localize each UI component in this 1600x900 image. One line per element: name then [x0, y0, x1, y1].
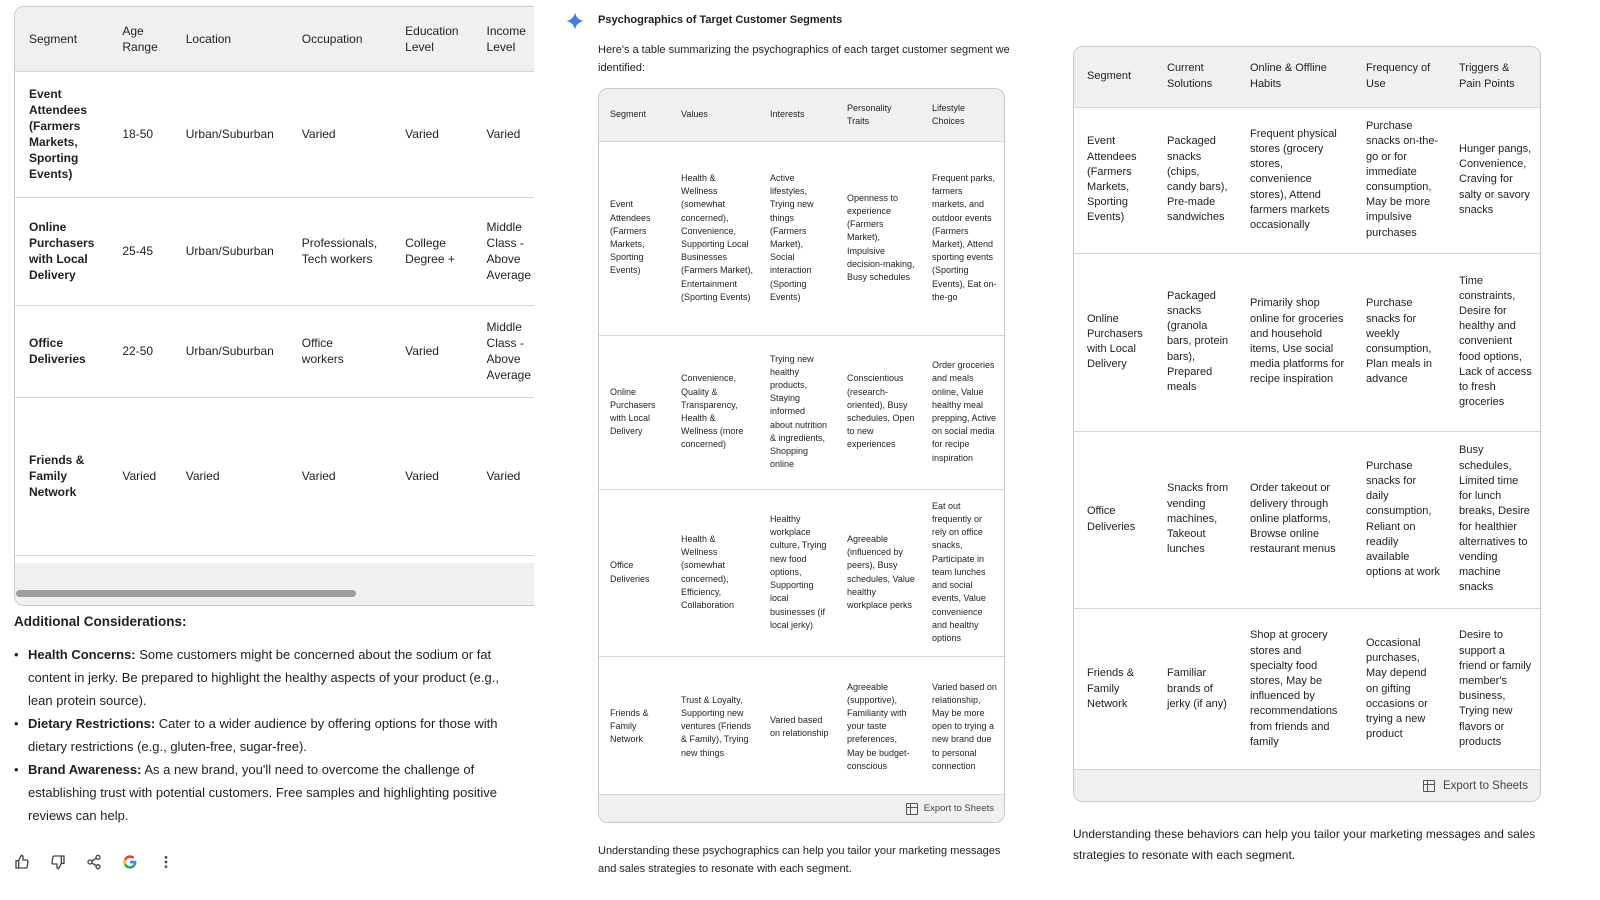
table-cell: 22-50 [108, 305, 171, 397]
list-item-text: Some customers might be concerned about the sodium or fat content in jerky. Be prepared to highlight the healthy aspects of your product (e.g., lean protein source). [28, 647, 499, 708]
column-header: Interests [759, 89, 836, 141]
table-cell: Hunger pangs, Convenience, Craving for salty or savory snacks [1446, 107, 1540, 253]
table-cell: Varied [473, 397, 534, 555]
response-actions [14, 854, 174, 870]
table-cell: Purchase snacks for weekly consumption, Plan meals in advance [1353, 253, 1446, 431]
table-cell: Trying new healthy products, Staying informed about nutrition & ingredients, Shopping online [759, 335, 836, 489]
table-cell: Occasional purchases, May depend on gifting occasions or trying a new product [1353, 608, 1446, 770]
table-cell: Varied based on relationship, May be more open to trying a new brand due to personal connection [921, 656, 1004, 797]
list-item [14, 712, 524, 758]
column-header: Education Level [391, 7, 472, 71]
more-vert-icon[interactable] [158, 854, 174, 870]
table-cell: Varied [473, 71, 534, 197]
column-header: Triggers & Pain Points [1446, 47, 1540, 107]
list-item-label: Brand Awareness: [28, 762, 142, 777]
column-header: Age Range [108, 7, 171, 71]
thumbs-up-icon[interactable] [14, 854, 30, 870]
demographics-table-container [14, 6, 534, 606]
table-row [1074, 608, 1540, 770]
table-cell: 18-50 [108, 71, 171, 197]
table-cell: Purchase snacks on-the-go or for immediate consumption, May be more impulsive purchases [1353, 107, 1446, 253]
section-title: Psychographics of Target Customer Segments [598, 14, 843, 26]
google-icon[interactable] [122, 854, 138, 870]
table-cell: Primarily shop online for groceries and household items, Use social media platforms for recipe inspiration [1237, 253, 1353, 431]
table-cell: Event Attendees (Farmers Markets, Sporting Events) [599, 141, 670, 335]
table-cell: Varied [172, 397, 288, 555]
table-cell: Trust & Loyalty, Supporting new ventures (Friends & Family), Trying new things [670, 656, 759, 797]
table-cell: Event Attendees (Farmers Markets, Sporting Events) [15, 71, 108, 197]
table-cell: Agreeable (influenced by peers), Busy schedules, Value healthy workplace perks [836, 489, 921, 656]
table-cell: Active lifestyles, Trying new things (Farmers Market), Social interaction (Sporting Events) [759, 141, 836, 335]
table-cell: Time constraints, Desire for healthy and convenient food options, Lack of access to fresh groceries [1446, 253, 1540, 431]
table-cell: Snacks from vending machines, Takeout lunches [1154, 431, 1237, 608]
table-row [599, 489, 1004, 656]
intro-text: Here's a table summarizing the psychographics of each target customer segment we identified: [598, 44, 1010, 74]
behaviors-table-container [1073, 46, 1541, 802]
horizontal-scrollbar[interactable] [16, 590, 356, 597]
demographics-table [15, 7, 534, 556]
export-label: Export to Sheets [1442, 779, 1528, 792]
column-header: Current Solutions [1154, 47, 1237, 107]
list-item-text: As a new brand, you'll need to overcome the challenge of establishing trust with potential customers. Free samples and highlighting positive reviews can help. [28, 762, 497, 823]
table-cell: Online Purchasers with Local Delivery [599, 335, 670, 489]
table-cell: Openness to experience (Farmers Market), Impulsive decision-making, Busy schedules [836, 141, 921, 335]
table-row [15, 71, 534, 197]
table-row [599, 335, 1004, 489]
table-cell: Office Deliveries [599, 489, 670, 656]
table-cell: Health & Wellness (somewhat concerned), Efficiency, Collaboration [670, 489, 759, 656]
table-cell: Professionals, Tech workers [288, 197, 391, 305]
column-header: Segment [599, 89, 670, 141]
table-cell: Frequent parks, farmers markets, and outdoor events (Farmers Market), Attend sporting events (Sporting Events), Eat on-the-go [921, 141, 1004, 335]
table-row [1074, 431, 1540, 608]
column-header: Segment [1074, 47, 1154, 107]
table-row [1074, 253, 1540, 431]
table-cell: Online Purchasers with Local Delivery [1074, 253, 1154, 431]
table-cell: Middle Class - Above Average [473, 197, 534, 305]
table-row [599, 656, 1004, 797]
table-cell: College Degree + [391, 197, 472, 305]
column-header: Segment [15, 7, 108, 71]
table-cell: Urban/Suburban [172, 71, 288, 197]
column-header: Income Level [473, 7, 534, 71]
table-cell: Conscientious (research-oriented), Busy schedules, Open to new experiences [836, 335, 921, 489]
column-header: Occupation [288, 7, 391, 71]
table-cell: Urban/Suburban [172, 305, 288, 397]
table-cell: Varied based on relationship [759, 656, 836, 797]
outro-text: Understanding these behaviors can help you tailor your marketing messages and sales strategies to resonate with each segment. [1073, 827, 1536, 862]
table-cell: Familiar brands of jerky (if any) [1154, 608, 1237, 770]
list-item-text: Cater to a wider audience by offering options for those with dietary restrictions (e.g., gluten-free, sugar-free). [28, 716, 498, 754]
table-row [599, 141, 1004, 335]
table-cell: Urban/Suburban [172, 197, 288, 305]
table-cell: Order groceries and meals online, Value healthy meal prepping, Active on social media for recipe inspiration [921, 335, 1004, 489]
table-cell: Friends & Family Network [15, 397, 108, 555]
table-row [15, 197, 534, 305]
table-cell: Office workers [288, 305, 391, 397]
table-cell: Varied [391, 397, 472, 555]
table-row [15, 305, 534, 397]
table-cell: Varied [391, 305, 472, 397]
column-header: Online & Offline Habits [1237, 47, 1353, 107]
column-header: Frequency of Use [1353, 47, 1446, 107]
table-cell: Convenience, Quality & Transparency, Health & Wellness (more concerned) [670, 335, 759, 489]
list-item [14, 758, 524, 827]
table-row [15, 397, 534, 555]
table-cell: 25-45 [108, 197, 171, 305]
share-icon[interactable] [86, 854, 102, 870]
table-cell: Office Deliveries [15, 305, 108, 397]
table-row [1074, 107, 1540, 253]
table-cell: Frequent physical stores (grocery stores, convenience stores), Attend farmers markets occasionally [1237, 107, 1353, 253]
list-item-label: Dietary Restrictions: [28, 716, 156, 731]
table-header-row [599, 89, 1004, 141]
table-cell: Packaged snacks (chips, candy bars), Pre-made sandwiches [1154, 107, 1237, 253]
table-header-row [15, 7, 534, 71]
table-cell: Varied [288, 397, 391, 555]
table-cell: Office Deliveries [1074, 431, 1154, 608]
list-item [14, 643, 524, 712]
export-to-sheets-button[interactable] [599, 794, 1004, 822]
list-item-label: Health Concerns: [28, 647, 136, 662]
export-label: Export to Sheets [923, 803, 994, 814]
table-cell: Purchase snacks for daily consumption, Reliant on readily available options at work [1353, 431, 1446, 608]
psychographics-table-container [598, 88, 1005, 823]
table-cell: Friends & Family Network [599, 656, 670, 797]
table-footer [15, 563, 534, 606]
table-cell: Online Purchasers with Local Delivery [15, 197, 108, 305]
table-cell: Varied [108, 397, 171, 555]
table-cell: Varied [391, 71, 472, 197]
table-cell: Health & Wellness (somewhat concerned), Convenience, Supporting Local Businesses (Farmers Market), Entertainment (Sporting Events) [670, 141, 759, 335]
table-cell: Event Attendees (Farmers Markets, Sporting Events) [1074, 107, 1154, 253]
sheets-icon [906, 803, 918, 815]
table-cell: Busy schedules, Limited time for lunch breaks, Desire for healthier alternatives to vending machine snacks [1446, 431, 1540, 608]
table-cell: Packaged snacks (granola bars, protein bars), Prepared meals [1154, 253, 1237, 431]
column-header: Location [172, 7, 288, 71]
gemini-sparkle-icon [566, 12, 584, 30]
behaviors-table [1074, 47, 1540, 770]
export-to-sheets-button[interactable] [1074, 769, 1540, 801]
table-cell: Friends & Family Network [1074, 608, 1154, 770]
thumbs-down-icon[interactable] [50, 854, 66, 870]
considerations-heading: Additional Considerations: [14, 614, 187, 629]
sheets-icon [1423, 780, 1435, 792]
table-cell: Desire to support a friend or family member's business, Trying new flavors or products [1446, 608, 1540, 770]
table-header-row [1074, 47, 1540, 107]
additional-considerations [14, 614, 524, 827]
outro-text: Understanding these psychographics can help you tailor your marketing messages and sales strategies to resonate with each segment. [598, 845, 1001, 875]
table-cell: Healthy workplace culture, Trying new food options, Supporting local businesses (if local jerky) [759, 489, 836, 656]
considerations-list [14, 643, 524, 827]
table-cell: Eat out frequently or rely on office snacks, Participate in team lunches and social events, Value convenience and healthy options [921, 489, 1004, 656]
table-cell: Agreeable (supportive), Familiarity with your taste preferences, May be budget-conscious [836, 656, 921, 797]
column-header: Values [670, 89, 759, 141]
table-cell: Order takeout or delivery through online platforms, Browse online restaurant menus [1237, 431, 1353, 608]
table-cell: Middle Class - Above Average [473, 305, 534, 397]
table-cell: Varied [288, 71, 391, 197]
column-header: Lifestyle Choices [921, 89, 1004, 141]
psychographics-table [599, 89, 1004, 797]
column-header: Personality Traits [836, 89, 921, 141]
table-cell: Shop at grocery stores and specialty food stores, May be influenced by recommendations from friends and family [1237, 608, 1353, 770]
